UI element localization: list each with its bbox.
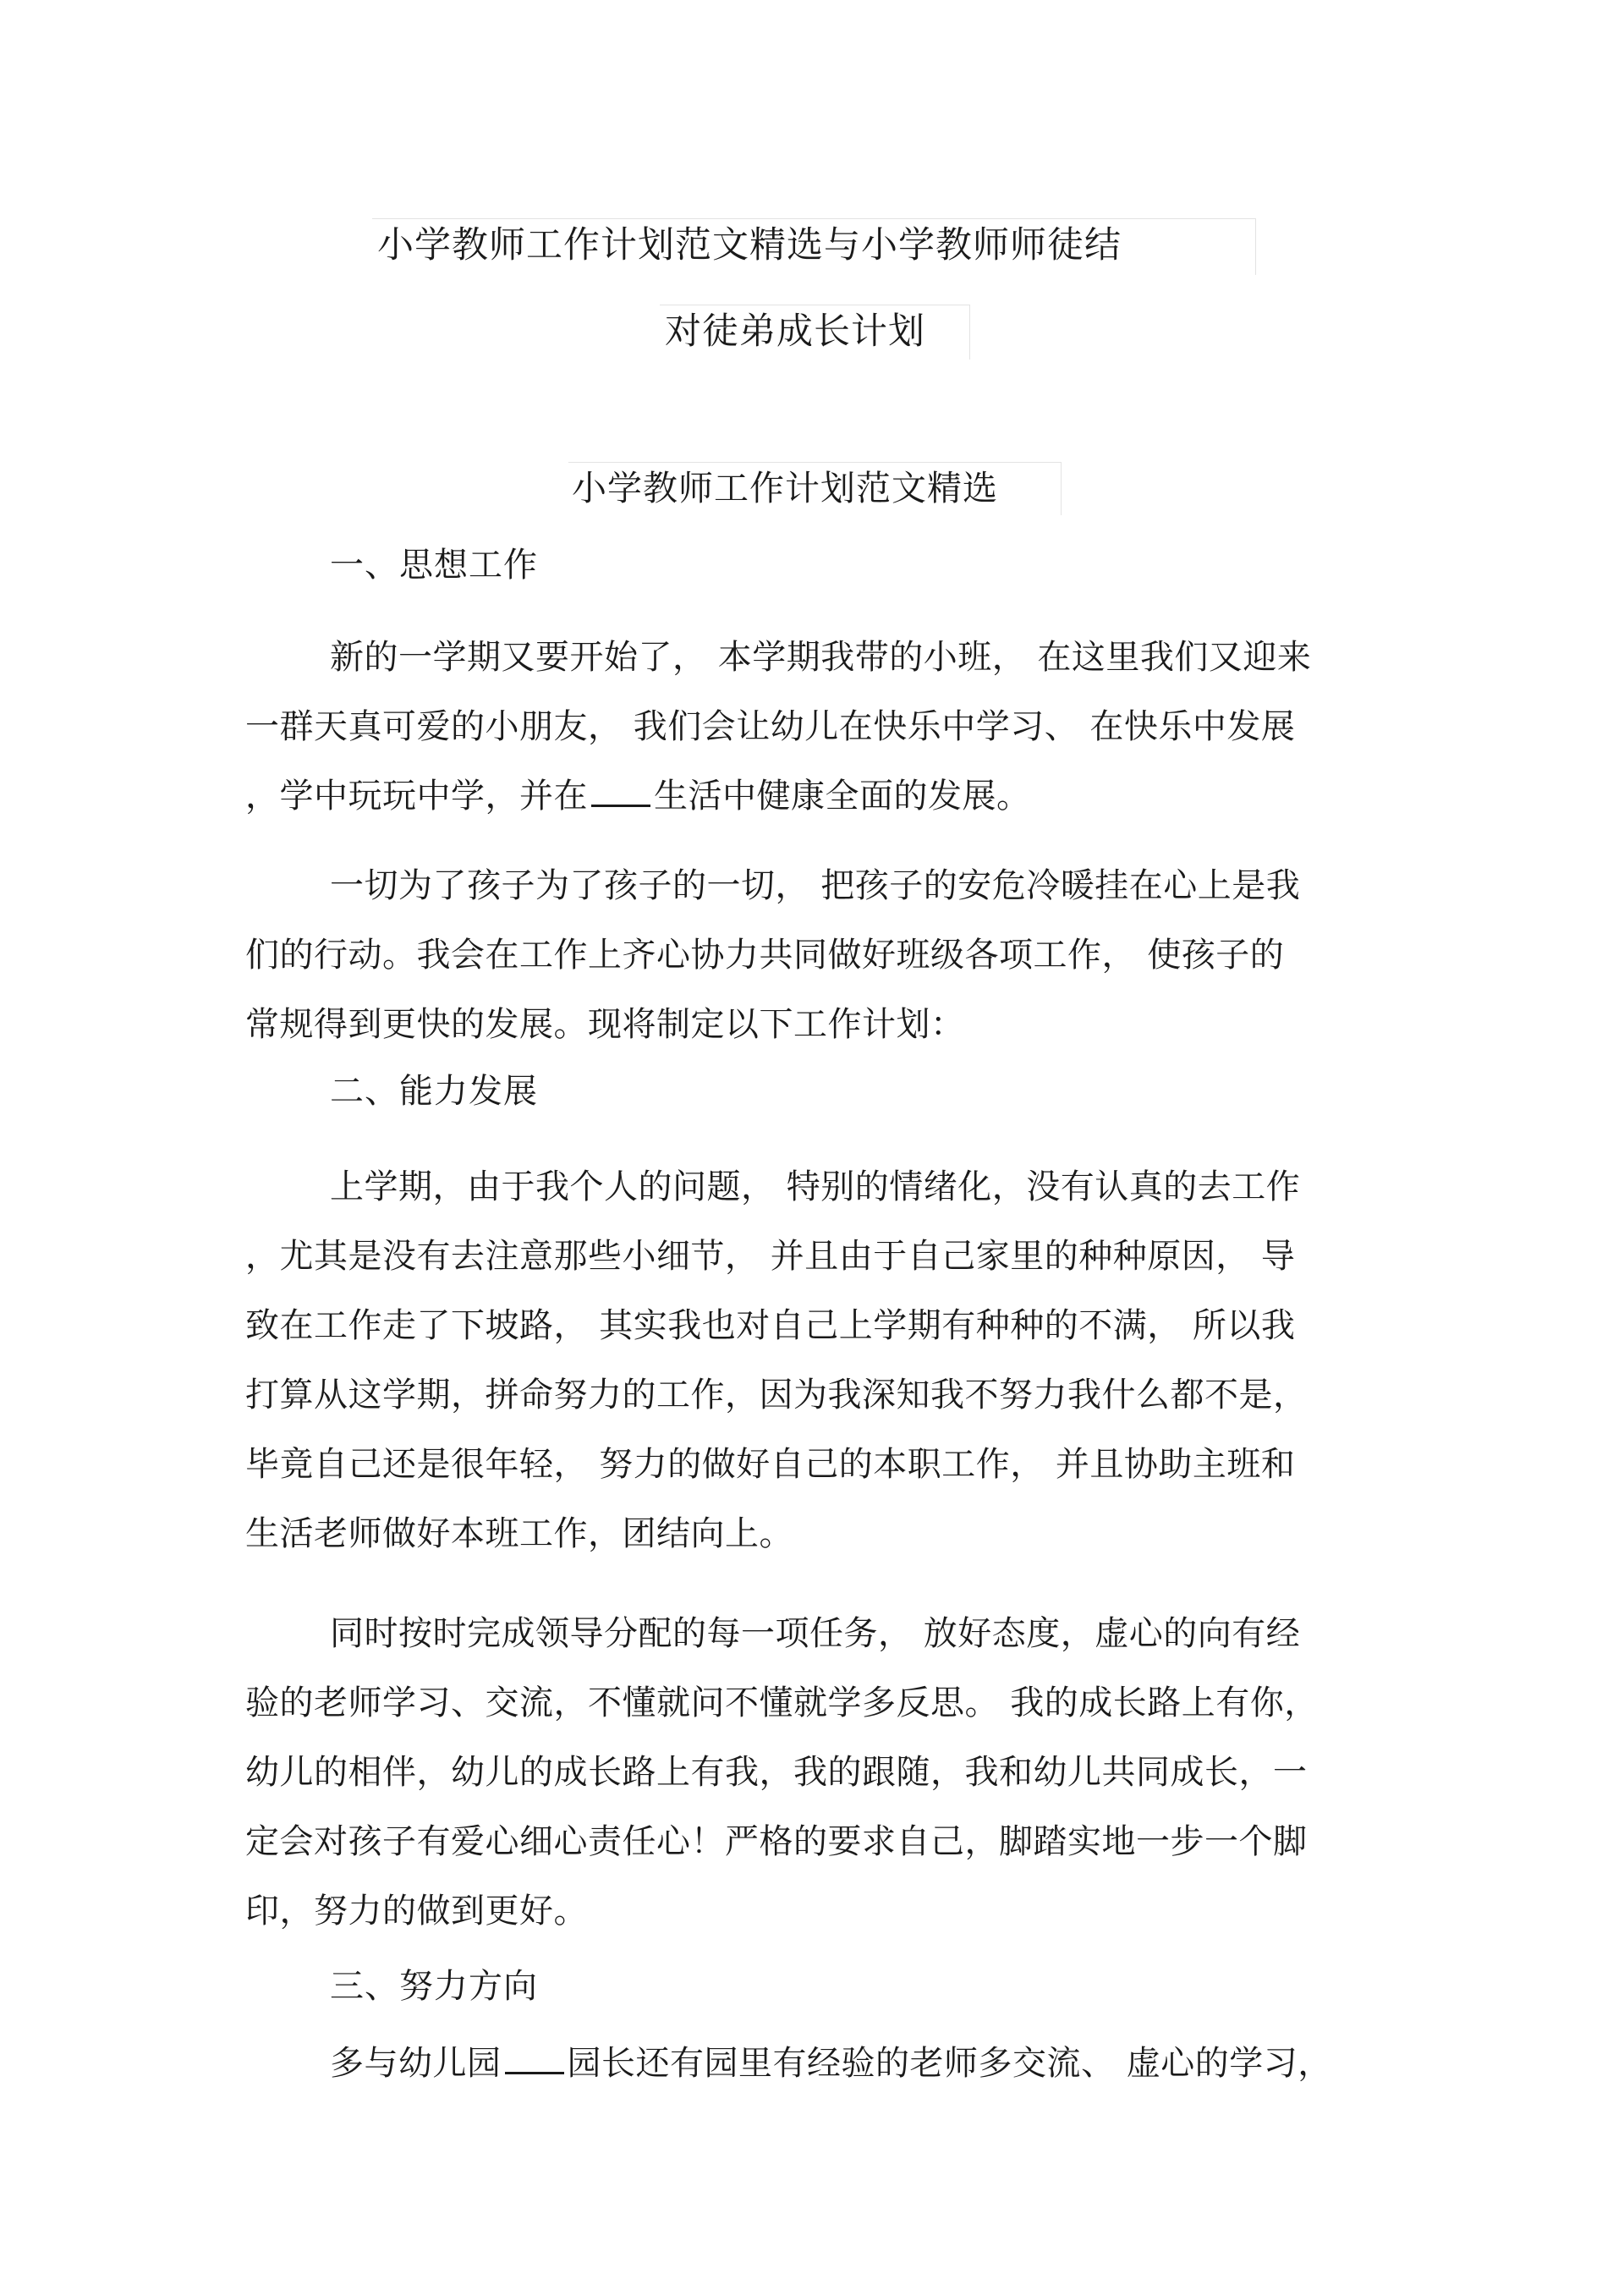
fill-in-blank-2 xyxy=(505,2046,564,2074)
paragraph-3-line-2: ，尤其是没有去注意那些小细节， 并且由于自己家里的种种原因， 导 xyxy=(245,1237,1296,1276)
fill-in-blank-1 xyxy=(591,779,650,807)
paragraph-2-line-1: 一切为了孩子为了孩子的一切， 把孩子的安危冷暖挂在心上是我 xyxy=(330,866,1301,905)
paragraph-4 xyxy=(245,1599,1379,1946)
section-heading-3: 三、努力方向 xyxy=(330,1967,538,2006)
paragraph-1-line-3-end: 生活中健康全面的发展。 xyxy=(654,777,1031,816)
paragraph-4-line-4: 定会对孩子有爱心细心责任心！严格的要求自己，脚踏实地一步一个脚 xyxy=(245,1822,1308,1861)
paragraph-2-line-2: 们的行动。我会在工作上齐心协力共同做好班级各项工作， 使孩子的 xyxy=(245,936,1285,975)
paragraph-1-line-2: 一群天真可爱的小朋友， 我们会让幼儿在快乐中学习、 在快乐中发展 xyxy=(245,707,1296,746)
paragraph-5-line-1-end: 园长还有园里有经验的老师多交流、 虚心的学习， xyxy=(567,2044,1332,2083)
paragraph-1-line-1: 新的一学期又要开始了， 本学期我带的小班， 在这里我们又迎来 xyxy=(330,638,1312,677)
paragraph-4-line-5: 印，努力的做到更好。 xyxy=(245,1892,588,1931)
document-title-line-2: 对徒弟成长计划 xyxy=(665,310,925,353)
paragraph-3-line-5: 毕竟自己还是很年轻， 努力的做好自己的本职工作， 并且协助主班和 xyxy=(245,1445,1296,1484)
paragraph-1 xyxy=(245,623,1379,831)
paragraph-5-line-1-start: 多与幼儿园 xyxy=(330,2044,502,2083)
paragraph-3-line-3: 致在工作走了下坡路， 其实我也对自己上学期有种种的不满， 所以我 xyxy=(245,1306,1296,1345)
paragraph-5 xyxy=(245,2029,1379,2098)
paragraph-4-line-2: 验的老师学习、交流，不懂就问不懂就学多反思。 我的成长路上有你， xyxy=(245,1684,1319,1722)
document-subtitle: 小学教师工作计划范文精选 xyxy=(572,468,998,508)
paragraph-2-line-3: 常规得到更快的发展。现将制定以下工作计划： xyxy=(245,1005,965,1044)
paragraph-3 xyxy=(245,1152,1379,1568)
paragraph-3-line-1: 上学期，由于我个人的问题， 特别的情绪化，没有认真的去工作 xyxy=(330,1167,1301,1206)
section-heading-1: 一、思想工作 xyxy=(330,546,538,585)
paragraph-3-line-6: 生活老师做好本班工作，团结向上。 xyxy=(245,1514,793,1553)
paragraph-1-line-3-start: ，学中玩玩中学，并在 xyxy=(245,777,588,816)
document-title-line-1: 小学教师工作计划范文精选与小学教师师徒结 xyxy=(377,224,1122,266)
paragraph-4-line-3: 幼儿的相伴，幼儿的成长路上有我，我的跟随，我和幼儿共同成长，一 xyxy=(245,1753,1308,1792)
section-heading-2: 二、能力发展 xyxy=(330,1072,538,1111)
paragraph-5-line-1 xyxy=(245,2029,1379,2098)
paragraph-4-line-1: 同时按时完成领导分配的每一项任务， 放好态度，虚心的向有经 xyxy=(330,1614,1301,1653)
paragraph-1-line-3 xyxy=(245,761,1379,831)
paragraph-3-line-4: 打算从这学期，拼命努力的工作，因为我深知我不努力我什么都不是， xyxy=(245,1376,1308,1414)
paragraph-2 xyxy=(245,851,1379,1059)
